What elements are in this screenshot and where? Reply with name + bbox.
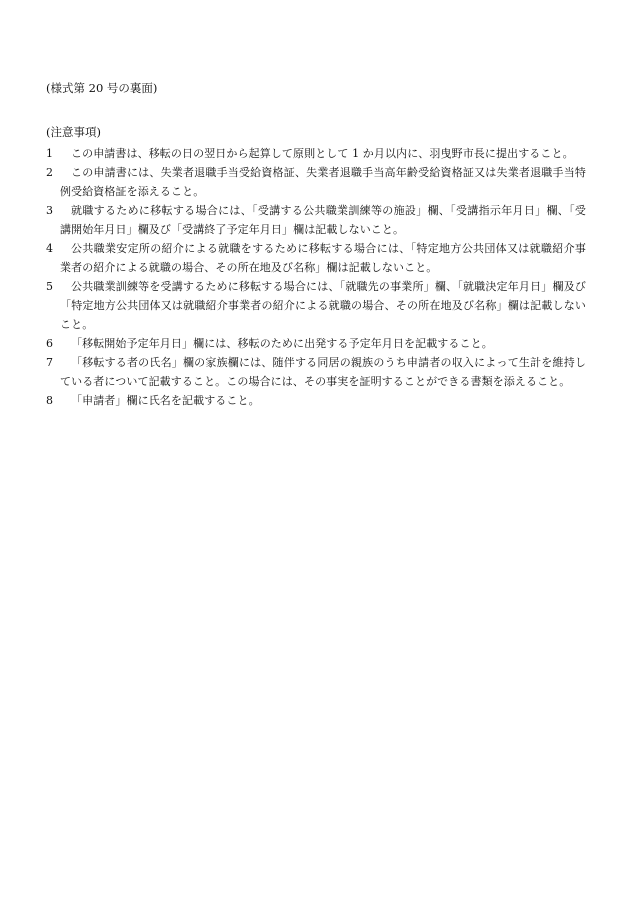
note-number: 2 (46, 166, 53, 179)
note-number: 4 (46, 242, 53, 255)
note-item (46, 163, 586, 201)
note-text: 公共職業訓練等を受講するために移転する場合には、「就職先の事業所」欄、「就職決定年月日」欄及び「特定地方公共団体又は就職紹介事業者の紹介による就職の場合、その所在地及び名称」欄は記載しないこと。 (60, 280, 586, 331)
note-item (46, 201, 586, 239)
note-number: 1 (46, 147, 53, 160)
note-item (46, 239, 586, 277)
note-text: 就職するために移転する場合には、「受講する公共職業訓練等の施設」欄、「受講指示年月日」欄、「受講開始年月日」欄及び「受講終了予定年月日」欄は記載しないこと。 (60, 204, 586, 236)
notes-heading: (注意事項) (46, 125, 101, 139)
note-number: 6 (46, 337, 53, 350)
note-text: この申請書は、移転の日の翌日から起算して原則として 1 か月以内に、羽曳野市長に提出すること。 (71, 147, 574, 160)
note-item (46, 277, 586, 334)
notes-list (46, 144, 586, 410)
note-item (46, 353, 586, 391)
note-item (46, 391, 586, 410)
note-text: 「移転開始予定年月日」欄には、移転のために出発する予定年月日を記載すること。 (71, 337, 493, 350)
note-text: 公共職業安定所の紹介による就職をするために移転する場合には、「特定地方公共団体又は就職紹介事業者の紹介による就職の場合、その所在地及び名称」欄は記載しないこと。 (60, 242, 586, 274)
note-number: 5 (46, 280, 53, 293)
note-number: 7 (46, 356, 53, 369)
note-text: 「申請者」欄に氏名を記載すること。 (71, 394, 260, 407)
note-text: 「移転する者の氏名」欄の家族欄には、随伴する同居の親族のうち申請者の収入によって生計を維持している者について記載すること。この場合には、その事実を証明することができる書類を添えること。 (60, 356, 586, 388)
form-reference: (様式第 20 号の裏面) (46, 81, 158, 95)
note-number: 3 (46, 204, 53, 217)
note-item (46, 144, 586, 163)
note-item (46, 334, 586, 353)
note-text: この申請書には、失業者退職手当受給資格証、失業者退職手当高年齢受給資格証又は失業者退職手当特例受給資格証を添えること。 (60, 166, 586, 198)
note-number: 8 (46, 394, 53, 407)
